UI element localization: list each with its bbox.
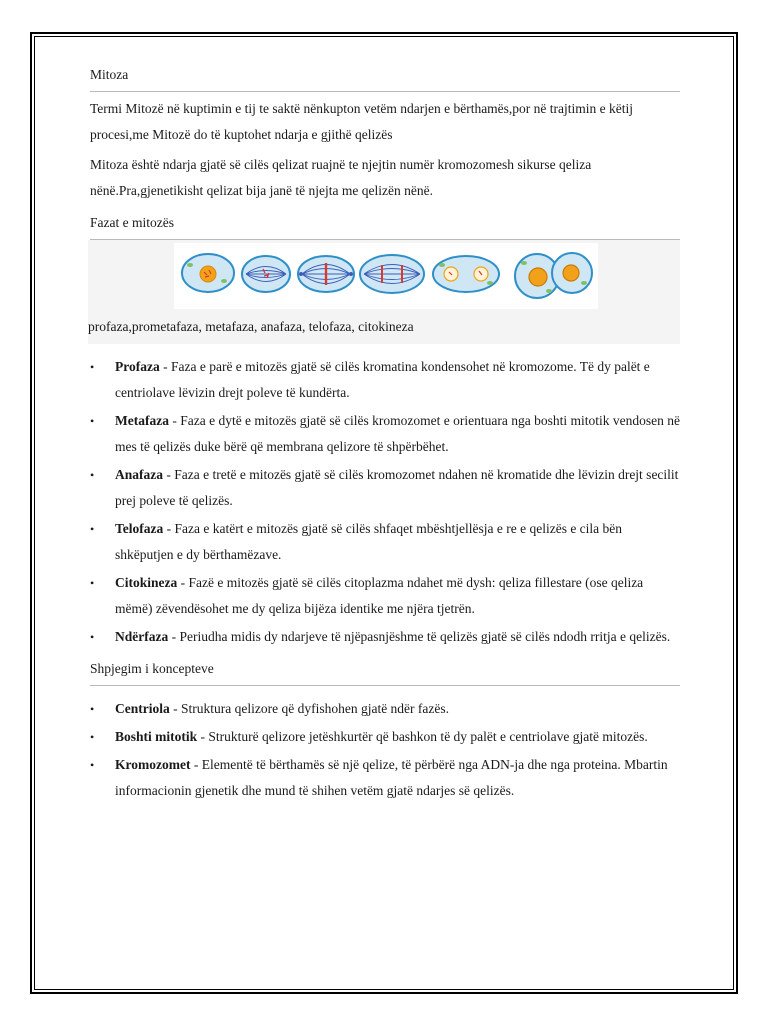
term: Citokineza	[115, 575, 178, 590]
term: Anafaza	[115, 467, 163, 482]
term: Boshti mitotik	[115, 729, 198, 744]
list-item	[90, 624, 680, 650]
definition: - Strukturë qelizore jetëshkurtër që bashkon të dy palët e centriolave gjatë mitozës.	[197, 729, 648, 744]
list-item	[90, 752, 680, 804]
phases-heading: Fazat e mitozës	[90, 215, 174, 230]
list-item	[90, 408, 680, 460]
mitosis-phases-illustration	[174, 243, 598, 309]
term: Profaza	[115, 359, 160, 374]
definition: - Faza e tretë e mitozës gjatë së cilës kromozomet ndahen në kromatide dhe lëvizin drejt secilit prej poleve të qelizës.	[115, 467, 679, 508]
figure-caption: profaza,prometafaza, metafaza, anafaza, telofaza, citokineza	[88, 319, 414, 334]
bullet: •	[90, 468, 95, 482]
prophase-cell	[182, 254, 234, 292]
concepts-heading: Shpjegim i koncepteve	[90, 661, 214, 676]
term: Telofaza	[115, 521, 164, 536]
cytokinesis-cells	[515, 253, 592, 298]
bullet: •	[90, 522, 95, 536]
term: Metafaza	[115, 413, 169, 428]
list-item	[90, 462, 680, 514]
term: Ndërfaza	[115, 629, 169, 644]
bullet: •	[90, 576, 95, 590]
definition: - Faza e parë e mitozës gjatë së cilës kromatina kondensohet në kromozome. Të dy palët e centriolave lëvizin drejt poleve të kundërta.	[115, 359, 650, 400]
phases-list	[90, 354, 680, 650]
bullet: •	[90, 360, 95, 374]
list-item	[90, 570, 680, 622]
list-item	[90, 724, 680, 750]
term: Kromozomet	[115, 757, 191, 772]
telophase-cell	[433, 256, 499, 292]
title-divider	[90, 91, 680, 92]
intro-paragraph-1: Termi Mitozë në kuptimin e tij te saktë nënkupton vetëm ndarjen e bërthamës,por në trajtimin e këtij procesi,me Mitozë do të kuptohet ndarja e gjithë qelizës	[90, 101, 634, 142]
list-item	[90, 354, 680, 406]
definition: - Faza e katërt e mitozës gjatë së cilës shfaqet mbështjellësja e re e qelizës e cila bën shkëputjen e dy bërthamëzave.	[115, 521, 623, 562]
mitosis-figure	[88, 240, 680, 344]
anaphase-cell	[360, 255, 424, 293]
definition: - Faza e dytë e mitozës gjatë së cilës kromozomet e orientuara nga boshti mitotik vendosen në mes të qelizës duke bërë që membrana qelizore të shpërbëhet.	[115, 413, 680, 454]
bullet: •	[90, 630, 95, 644]
definition: - Elementë të bërthamës së një qelize, të përbërë nga ADN-ja dhe nga proteina. Mbartin informacionin gjenetik dhe mund të shihen vetëm gjatë ndarjes së qelizës.	[115, 757, 668, 798]
concepts-list	[90, 696, 680, 804]
prometaphase-cell	[242, 256, 290, 292]
list-item	[90, 516, 680, 568]
definition: - Fazë e mitozës gjatë së cilës citoplazma ndahet më dysh: qeliza fillestare (ose qeliza mëmë) zëvendësohet me dy qeliza bijëza identike me njëra tjetrën.	[115, 575, 644, 616]
document-body	[90, 62, 680, 806]
list-item	[90, 696, 680, 722]
bullet: •	[90, 758, 95, 772]
definition: - Periudha midis dy ndarjeve të njëpasnjëshme të qelizës gjatë së cilës ndodh rritja e qelizës.	[168, 629, 671, 644]
definition: - Struktura qelizore që dyfishohen gjatë ndër fazës.	[169, 701, 450, 716]
concepts-divider	[90, 685, 680, 686]
bullet: •	[90, 414, 95, 428]
bullet: •	[90, 730, 95, 744]
term: Centriola	[115, 701, 170, 716]
document-title: Mitoza	[90, 67, 129, 82]
intro-paragraph-2: Mitoza është ndarja gjatë së cilës qelizat ruajnë te njejtin numër kromozomesh sikurse qeliza nënë.Pra,gjenetikisht qelizat bija janë të njejta me qelizën nënë.	[90, 157, 592, 198]
bullet: •	[90, 702, 95, 716]
metaphase-cell	[298, 256, 354, 292]
